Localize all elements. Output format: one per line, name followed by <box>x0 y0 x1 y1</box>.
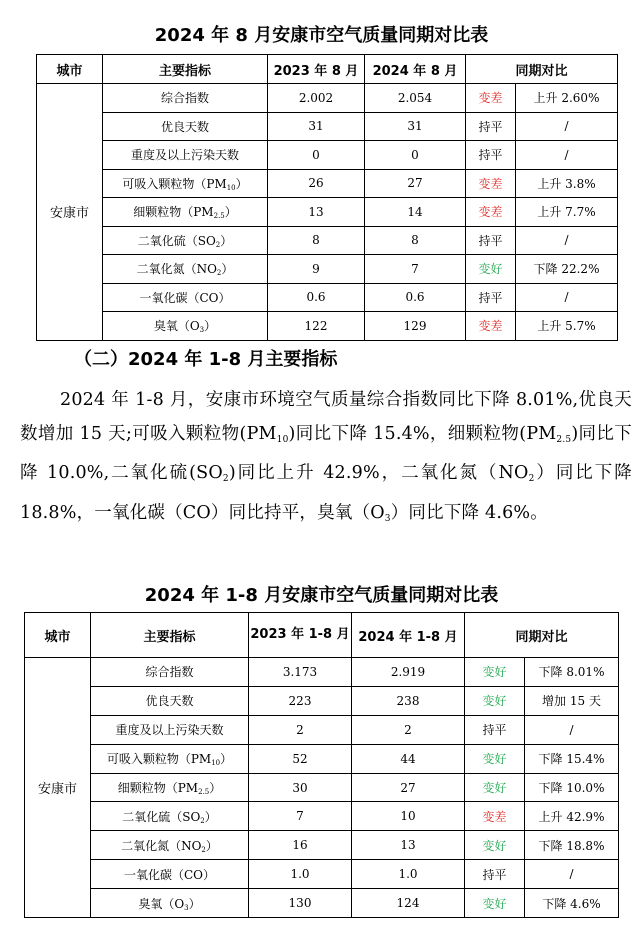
paragraph-text: )同比下降 15.4%，细颗粒物(PM <box>288 423 557 444</box>
curr-value-cell: 129 <box>365 312 466 341</box>
indicator-cell <box>103 169 268 198</box>
indicator-cell <box>91 831 249 860</box>
indicator-name: 重度及以上污染天数 <box>130 148 239 163</box>
prev-value-cell: 223 <box>249 686 352 715</box>
curr-value-cell: 31 <box>365 112 466 141</box>
indicator-name: 优良天数 <box>160 119 209 134</box>
indicator-name: 臭氧（O <box>153 319 200 334</box>
prev-value-cell: 0.6 <box>268 283 365 312</box>
curr-value-cell: 0.6 <box>365 283 466 312</box>
indicator-subscript: 2 <box>216 269 222 278</box>
header-compare: 同期对比 <box>466 55 618 84</box>
header-curr-period: 2024 年 1-8 月 <box>352 613 465 658</box>
section-heading: （二）2024 年 1-8 月主要指标 <box>74 349 338 370</box>
indicator-name: 细颗粒物（PM <box>117 781 199 795</box>
curr-value-cell: 1.0 <box>352 860 465 889</box>
table2-body <box>25 658 619 918</box>
indicator-name: 二氧化硫（SO <box>122 809 201 824</box>
indicator-close: ） <box>188 896 201 911</box>
indicator-name: 重度及以上污染天数 <box>115 723 224 738</box>
paragraph-subscript: 10 <box>276 434 289 445</box>
indicator-cell <box>91 802 249 831</box>
table-row <box>37 169 618 198</box>
indicator-cell <box>91 889 249 918</box>
status-badge: 持平 <box>466 226 516 255</box>
indicator-subscript: 2.5 <box>198 788 210 796</box>
header-indicator: 主要指标 <box>91 613 249 658</box>
status-badge: 持平 <box>466 283 516 312</box>
change-cell: 下降 8.01% <box>525 658 619 687</box>
prev-value-cell: 7 <box>249 802 352 831</box>
indicator-cell <box>91 744 249 773</box>
indicator-cell <box>91 686 249 715</box>
indicator-cell <box>91 773 249 802</box>
indicator-name: 二氧化氮（NO <box>121 838 202 853</box>
status-badge: 持平 <box>466 141 516 170</box>
prev-value-cell: 130 <box>249 889 352 918</box>
table-row <box>25 715 619 744</box>
table-row <box>25 831 619 860</box>
header-city: 城市 <box>25 613 91 658</box>
status-badge: 变好 <box>465 658 525 687</box>
indicator-cell <box>103 255 268 284</box>
change-cell: 上升 7.7% <box>516 198 618 227</box>
status-badge: 变差 <box>466 198 516 227</box>
paragraph-text: )同比下降 10.0%,二氧化硫(SO <box>20 423 632 483</box>
prev-value-cell: 3.173 <box>249 658 352 687</box>
change-cell: / <box>525 715 619 744</box>
indicator-name: 综合指数 <box>160 91 209 106</box>
curr-value-cell: 2 <box>352 715 465 744</box>
change-cell: 下降 15.4% <box>525 744 619 773</box>
indicator-close: ） <box>205 838 218 853</box>
prev-value-cell: 16 <box>249 831 352 860</box>
ytd-comparison-table <box>24 612 619 918</box>
table-row <box>37 312 618 341</box>
status-badge: 变好 <box>466 255 516 284</box>
indicator-subscript: 2.5 <box>213 212 225 221</box>
table1-body <box>37 84 618 341</box>
change-cell: 上升 3.8% <box>516 169 618 198</box>
indicator-close: ） <box>220 752 233 767</box>
change-cell: 上升 42.9% <box>525 802 619 831</box>
prev-value-cell: 0 <box>268 141 365 170</box>
status-badge: 变差 <box>466 169 516 198</box>
table-row <box>25 773 619 802</box>
table-row <box>37 226 618 255</box>
prev-value-cell: 2.002 <box>268 84 365 113</box>
paragraph-subscript: 2 <box>528 474 535 484</box>
status-badge: 持平 <box>465 860 525 889</box>
table-row <box>25 686 619 715</box>
curr-value-cell: 13 <box>352 831 465 860</box>
prev-value-cell: 122 <box>268 312 365 341</box>
prev-value-cell: 8 <box>268 226 365 255</box>
city-cell: 安康市 <box>25 658 91 918</box>
header-prev-period: 2023 年 1-8 月 <box>249 613 352 658</box>
status-badge: 变好 <box>465 686 525 715</box>
indicator-cell <box>103 112 268 141</box>
prev-value-cell: 26 <box>268 169 365 198</box>
table-row <box>25 658 619 687</box>
prev-value-cell: 1.0 <box>249 860 352 889</box>
summary-paragraph <box>20 384 632 536</box>
indicator-close: ） <box>235 176 248 191</box>
curr-value-cell: 2.054 <box>365 84 466 113</box>
prev-value-cell: 2 <box>249 715 352 744</box>
table-header-row <box>37 55 618 84</box>
header-indicator: 主要指标 <box>103 55 268 84</box>
indicator-name: 细颗粒物（PM <box>133 205 214 220</box>
change-cell: 下降 18.8% <box>525 831 619 860</box>
change-cell: 下降 10.0% <box>525 773 619 802</box>
indicator-name: 综合指数 <box>145 665 194 680</box>
indicator-cell <box>103 312 268 341</box>
indicator-subscript: 10 <box>211 759 221 768</box>
paragraph-text: )同比上升 42.9%，二氧化氮（NO <box>228 463 529 483</box>
table2-title: 2024 年 1-8 月安康市空气质量同期对比表 <box>144 585 499 606</box>
prev-value-cell: 30 <box>249 773 352 802</box>
status-badge: 变差 <box>465 802 525 831</box>
change-cell: 上升 5.7% <box>516 312 618 341</box>
indicator-subscript: 3 <box>199 326 205 335</box>
indicator-name: 优良天数 <box>145 694 194 709</box>
monthly-comparison-table <box>36 54 618 341</box>
curr-value-cell: 8 <box>365 226 466 255</box>
indicator-subscript: 3 <box>184 903 189 912</box>
curr-value-cell: 238 <box>352 686 465 715</box>
indicator-cell <box>91 860 249 889</box>
header-curr-period: 2024 年 8 月 <box>365 55 466 84</box>
status-badge: 持平 <box>465 715 525 744</box>
status-badge: 变好 <box>465 889 525 918</box>
change-cell: / <box>516 226 618 255</box>
indicator-cell <box>91 715 249 744</box>
city-cell: 安康市 <box>37 84 103 341</box>
table-header-row <box>25 613 619 658</box>
indicator-subscript: 2 <box>200 816 205 825</box>
indicator-name: 二氧化氮（NO <box>136 262 217 277</box>
table-row <box>37 112 618 141</box>
indicator-name: 一氧化碳（CO） <box>123 867 216 882</box>
status-badge: 变好 <box>465 831 525 860</box>
indicator-name: 一氧化碳（CO） <box>139 290 231 305</box>
indicator-close: ） <box>209 781 222 795</box>
prev-value-cell: 31 <box>268 112 365 141</box>
table-row <box>25 744 619 773</box>
indicator-cell <box>103 198 268 227</box>
curr-value-cell: 2.919 <box>352 658 465 687</box>
curr-value-cell: 27 <box>365 169 466 198</box>
indicator-subscript: 10 <box>226 183 236 192</box>
header-city: 城市 <box>37 55 103 84</box>
indicator-cell <box>103 141 268 170</box>
table-row <box>37 84 618 113</box>
indicator-cell <box>103 84 268 113</box>
indicator-name: 二氧化硫（SO <box>137 233 216 248</box>
change-cell: / <box>516 112 618 141</box>
status-badge: 变差 <box>466 312 516 341</box>
curr-value-cell: 124 <box>352 889 465 918</box>
indicator-cell <box>91 658 249 687</box>
indicator-close: ） <box>224 205 237 220</box>
table-row <box>37 255 618 284</box>
indicator-close: ） <box>221 262 234 277</box>
change-cell: / <box>516 141 618 170</box>
change-cell: 下降 22.2% <box>516 255 618 284</box>
curr-value-cell: 7 <box>365 255 466 284</box>
paragraph-subscript: 2.5 <box>556 434 572 445</box>
prev-value-cell: 13 <box>268 198 365 227</box>
paragraph-subscript: 3 <box>384 513 391 524</box>
header-compare: 同期对比 <box>465 613 619 658</box>
status-badge: 变好 <box>465 773 525 802</box>
curr-value-cell: 10 <box>352 802 465 831</box>
curr-value-cell: 0 <box>365 141 466 170</box>
indicator-subscript: 2 <box>215 240 221 249</box>
indicator-cell <box>103 226 268 255</box>
table-row <box>25 889 619 918</box>
change-cell: 上升 2.60% <box>516 84 618 113</box>
indicator-close: ） <box>204 809 217 824</box>
table-row <box>37 198 618 227</box>
change-cell: / <box>516 283 618 312</box>
change-cell: 增加 15 天 <box>525 686 619 715</box>
prev-value-cell: 52 <box>249 744 352 773</box>
change-cell: / <box>525 860 619 889</box>
paragraph-text: ）同比下降 4.6%。 <box>390 502 548 523</box>
table1-title: 2024 年 8 月安康市空气质量同期对比表 <box>154 25 489 46</box>
status-badge: 变好 <box>465 744 525 773</box>
paragraph-subscript: 2 <box>222 474 229 484</box>
table-row <box>25 860 619 889</box>
paragraph-text: 2024 年 1-8 月，安康市环境空气质量综合指数同比下降 8.01%,优良天数增加 15 天;可吸入颗粒物(PM <box>20 390 632 444</box>
status-badge: 持平 <box>466 112 516 141</box>
indicator-cell <box>103 283 268 312</box>
curr-value-cell: 27 <box>352 773 465 802</box>
table-row <box>37 141 618 170</box>
header-prev-period: 2023 年 8 月 <box>268 55 365 84</box>
indicator-name: 可吸入颗粒物（PM <box>122 176 227 191</box>
indicator-name: 臭氧（O <box>138 896 185 911</box>
curr-value-cell: 44 <box>352 744 465 773</box>
table-row <box>37 283 618 312</box>
indicator-name: 可吸入颗粒物（PM <box>106 752 212 767</box>
paragraph-text: ）同比下降 18.8%，一氧化碳（CO）同比持平，臭氧（O <box>20 463 632 523</box>
indicator-subscript: 2 <box>201 845 206 854</box>
table-row <box>25 802 619 831</box>
change-cell: 下降 4.6% <box>525 889 619 918</box>
curr-value-cell: 14 <box>365 198 466 227</box>
indicator-close: ） <box>204 319 217 334</box>
status-badge: 变差 <box>466 84 516 113</box>
indicator-close: ） <box>220 233 233 248</box>
prev-value-cell: 9 <box>268 255 365 284</box>
